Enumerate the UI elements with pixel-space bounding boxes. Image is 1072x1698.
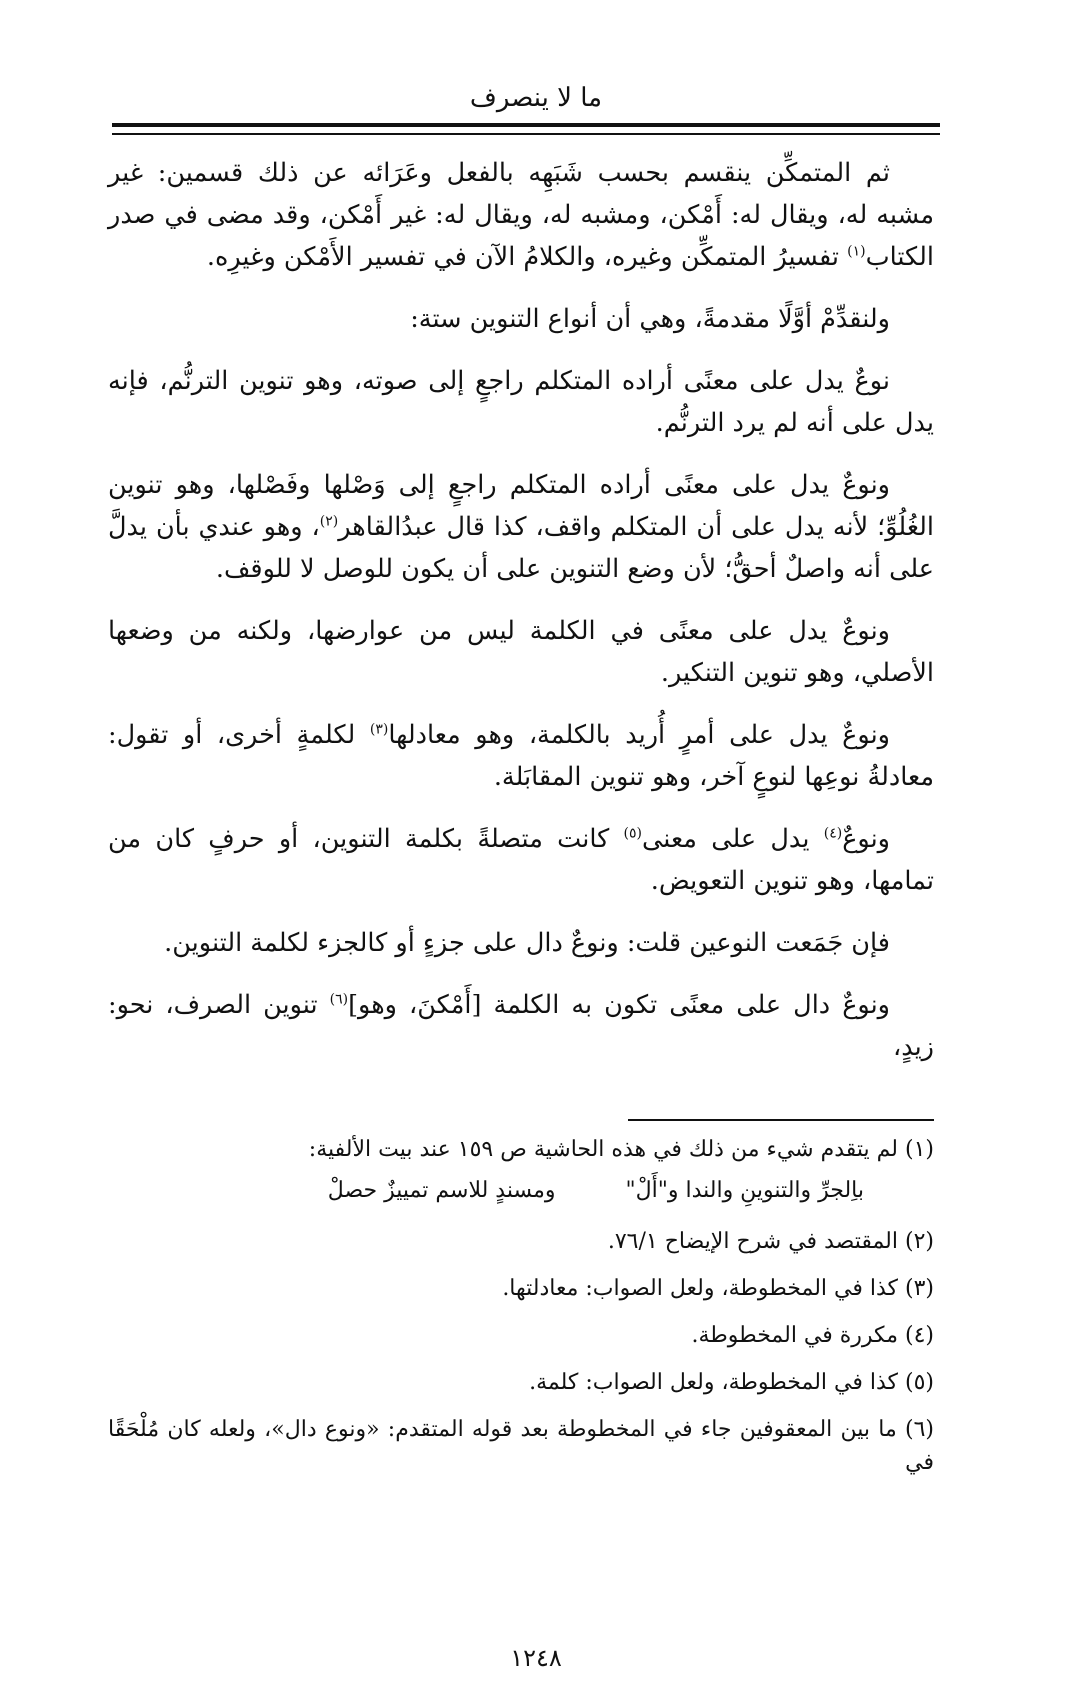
paragraph-7-text: ونوعٌ — [842, 824, 890, 854]
footnote-3: (٣) كذا في المخطوطة، ولعل الصواب: معادلتها. — [502, 1276, 934, 1301]
paragraph-4-text: ونوعٌ يدل على معنًى أراده المتكلم راجعٍ إلى وَصْلها وفَصْلها، وهو تنوين الغُلُوِّ؛ لأنه يدل على أن المتكلم واقف، كذا قال عبدُالقاهر — [108, 470, 934, 542]
footnote-ref-2[interactable]: (٢) — [319, 513, 339, 530]
paragraph-1 — [108, 152, 934, 278]
paragraph-4-text-cont: ، وهو عندي بأن يدلَّ على أنه واصلٌ أحقُّ؛ لأن وضع التنوين على أن يكون للوصل لا للوقف. — [108, 512, 934, 584]
paragraph-8 — [108, 922, 934, 964]
running-header: ما لا ينصرف — [469, 83, 603, 113]
footnote-ref-5[interactable]: (٥) — [623, 825, 642, 842]
paragraph-9 — [108, 984, 934, 1068]
paragraph-7-text-cont: يدل على معنى — [642, 824, 824, 854]
paragraph-2-text: ولنقدِّمْ أوَّلًا مقدمةً، وهي أن أنواع التنوين ستة: — [410, 304, 890, 334]
footnote-5: (٥) كذا في المخطوطة، ولعل الصواب: كلمة. — [529, 1370, 934, 1395]
paragraph-2 — [108, 298, 934, 340]
page-number: ١٢٤٨ — [510, 1644, 562, 1672]
paragraph-9-text-cont: تنوين الصرف، نحو: زيدٍ، — [108, 990, 934, 1062]
paragraph-6 — [108, 714, 934, 798]
footnote-separator — [628, 1119, 934, 1121]
footnote-2: (٢) المقتصد في شرح الإيضاح ٧٦/١. — [607, 1229, 934, 1254]
footnote-ref-6[interactable]: (٦) — [329, 991, 349, 1008]
footnote-6: (٦) ما بين المعقوفين جاء في المخطوطة بعد قوله المتقدم: «ونوع دال»، ولعله كان مُلْحَقًا في — [108, 1417, 934, 1475]
header-rule-thick — [112, 123, 940, 127]
footnote-1-verse — [108, 1174, 934, 1207]
paragraph-4 — [108, 464, 934, 590]
footnote-ref-3[interactable]: (٣) — [369, 721, 389, 738]
verse-first-hemistich: باِلجرِّ والتنوينِ والندا و"أَلْ" — [625, 1178, 864, 1203]
paragraph-3-text: نوعٌ يدل على معنًى أراده المتكلم راجعٍ إلى صوته، وهو تنوين الترنُّم، فإنه يدل على أنه لم يرد الترنُّم. — [108, 366, 934, 438]
paragraph-6-text-cont: لكلمةٍ أخرى، أو تقول: معادلةُ نوعِها لنوعٍ آخر، وهو تنوين المقابَلة. — [108, 720, 934, 792]
footnotes — [108, 1133, 934, 1493]
main-text — [108, 152, 934, 1088]
paragraph-7 — [108, 818, 934, 902]
paragraph-6-text: ونوعٌ يدل على أمرٍ أُريد بالكلمة، وهو معادلها — [388, 720, 890, 750]
paragraph-1-text-cont: تفسيرُ المتمكِّن وغيره، والكلامُ الآن في تفسير الأَمْكن وغيرِه. — [206, 242, 848, 272]
paragraph-1-text: ثم المتمكِّن ينقسم بحسب شَبَهِه بالفعل وعَرَائه عن ذلك قسمين: غير مشبه له، ويقال له: أَمْكن، ومشبه له، ويقال له: غير أَمْكن، وقد مضى في صدر الكتاب — [108, 158, 934, 272]
footnote-4: (٤) مكررة في المخطوطة. — [691, 1323, 934, 1348]
paragraph-9-text: ونوعٌ دال على معنًى تكون به الكلمة [أَمْكنَ، وهو] — [348, 990, 890, 1020]
paragraph-3 — [108, 360, 934, 444]
paragraph-5 — [108, 610, 934, 694]
paragraph-5-text: ونوعٌ يدل على معنًى في الكلمة ليس من عوارضها، ولكنه من وضعها الأصلي، وهو تنوين التنكير. — [108, 616, 934, 688]
header-rule-thin — [112, 133, 940, 135]
paragraph-8-text: فإن جَمَعت النوعين قلت: ونوعٌ دال على جزءٍ أو كالجزء لكلمة التنوين. — [164, 928, 890, 958]
verse-second-hemistich: ومسندٍ للاسم تمييزٌ حصلْ — [327, 1178, 556, 1203]
paragraph-7-text-cont2: كانت متصلةً بكلمة التنوين، أو حرفٍ كان من تمامها، وهو تنوين التعويض. — [108, 824, 934, 896]
footnote-ref-1[interactable]: (١) — [847, 243, 866, 260]
footnote-ref-4[interactable]: (٤) — [823, 825, 843, 842]
footnote-1: (١) لم يتقدم شيء من ذلك في هذه الحاشية ص ١٥٩ عند بيت الألفية: — [308, 1137, 934, 1162]
